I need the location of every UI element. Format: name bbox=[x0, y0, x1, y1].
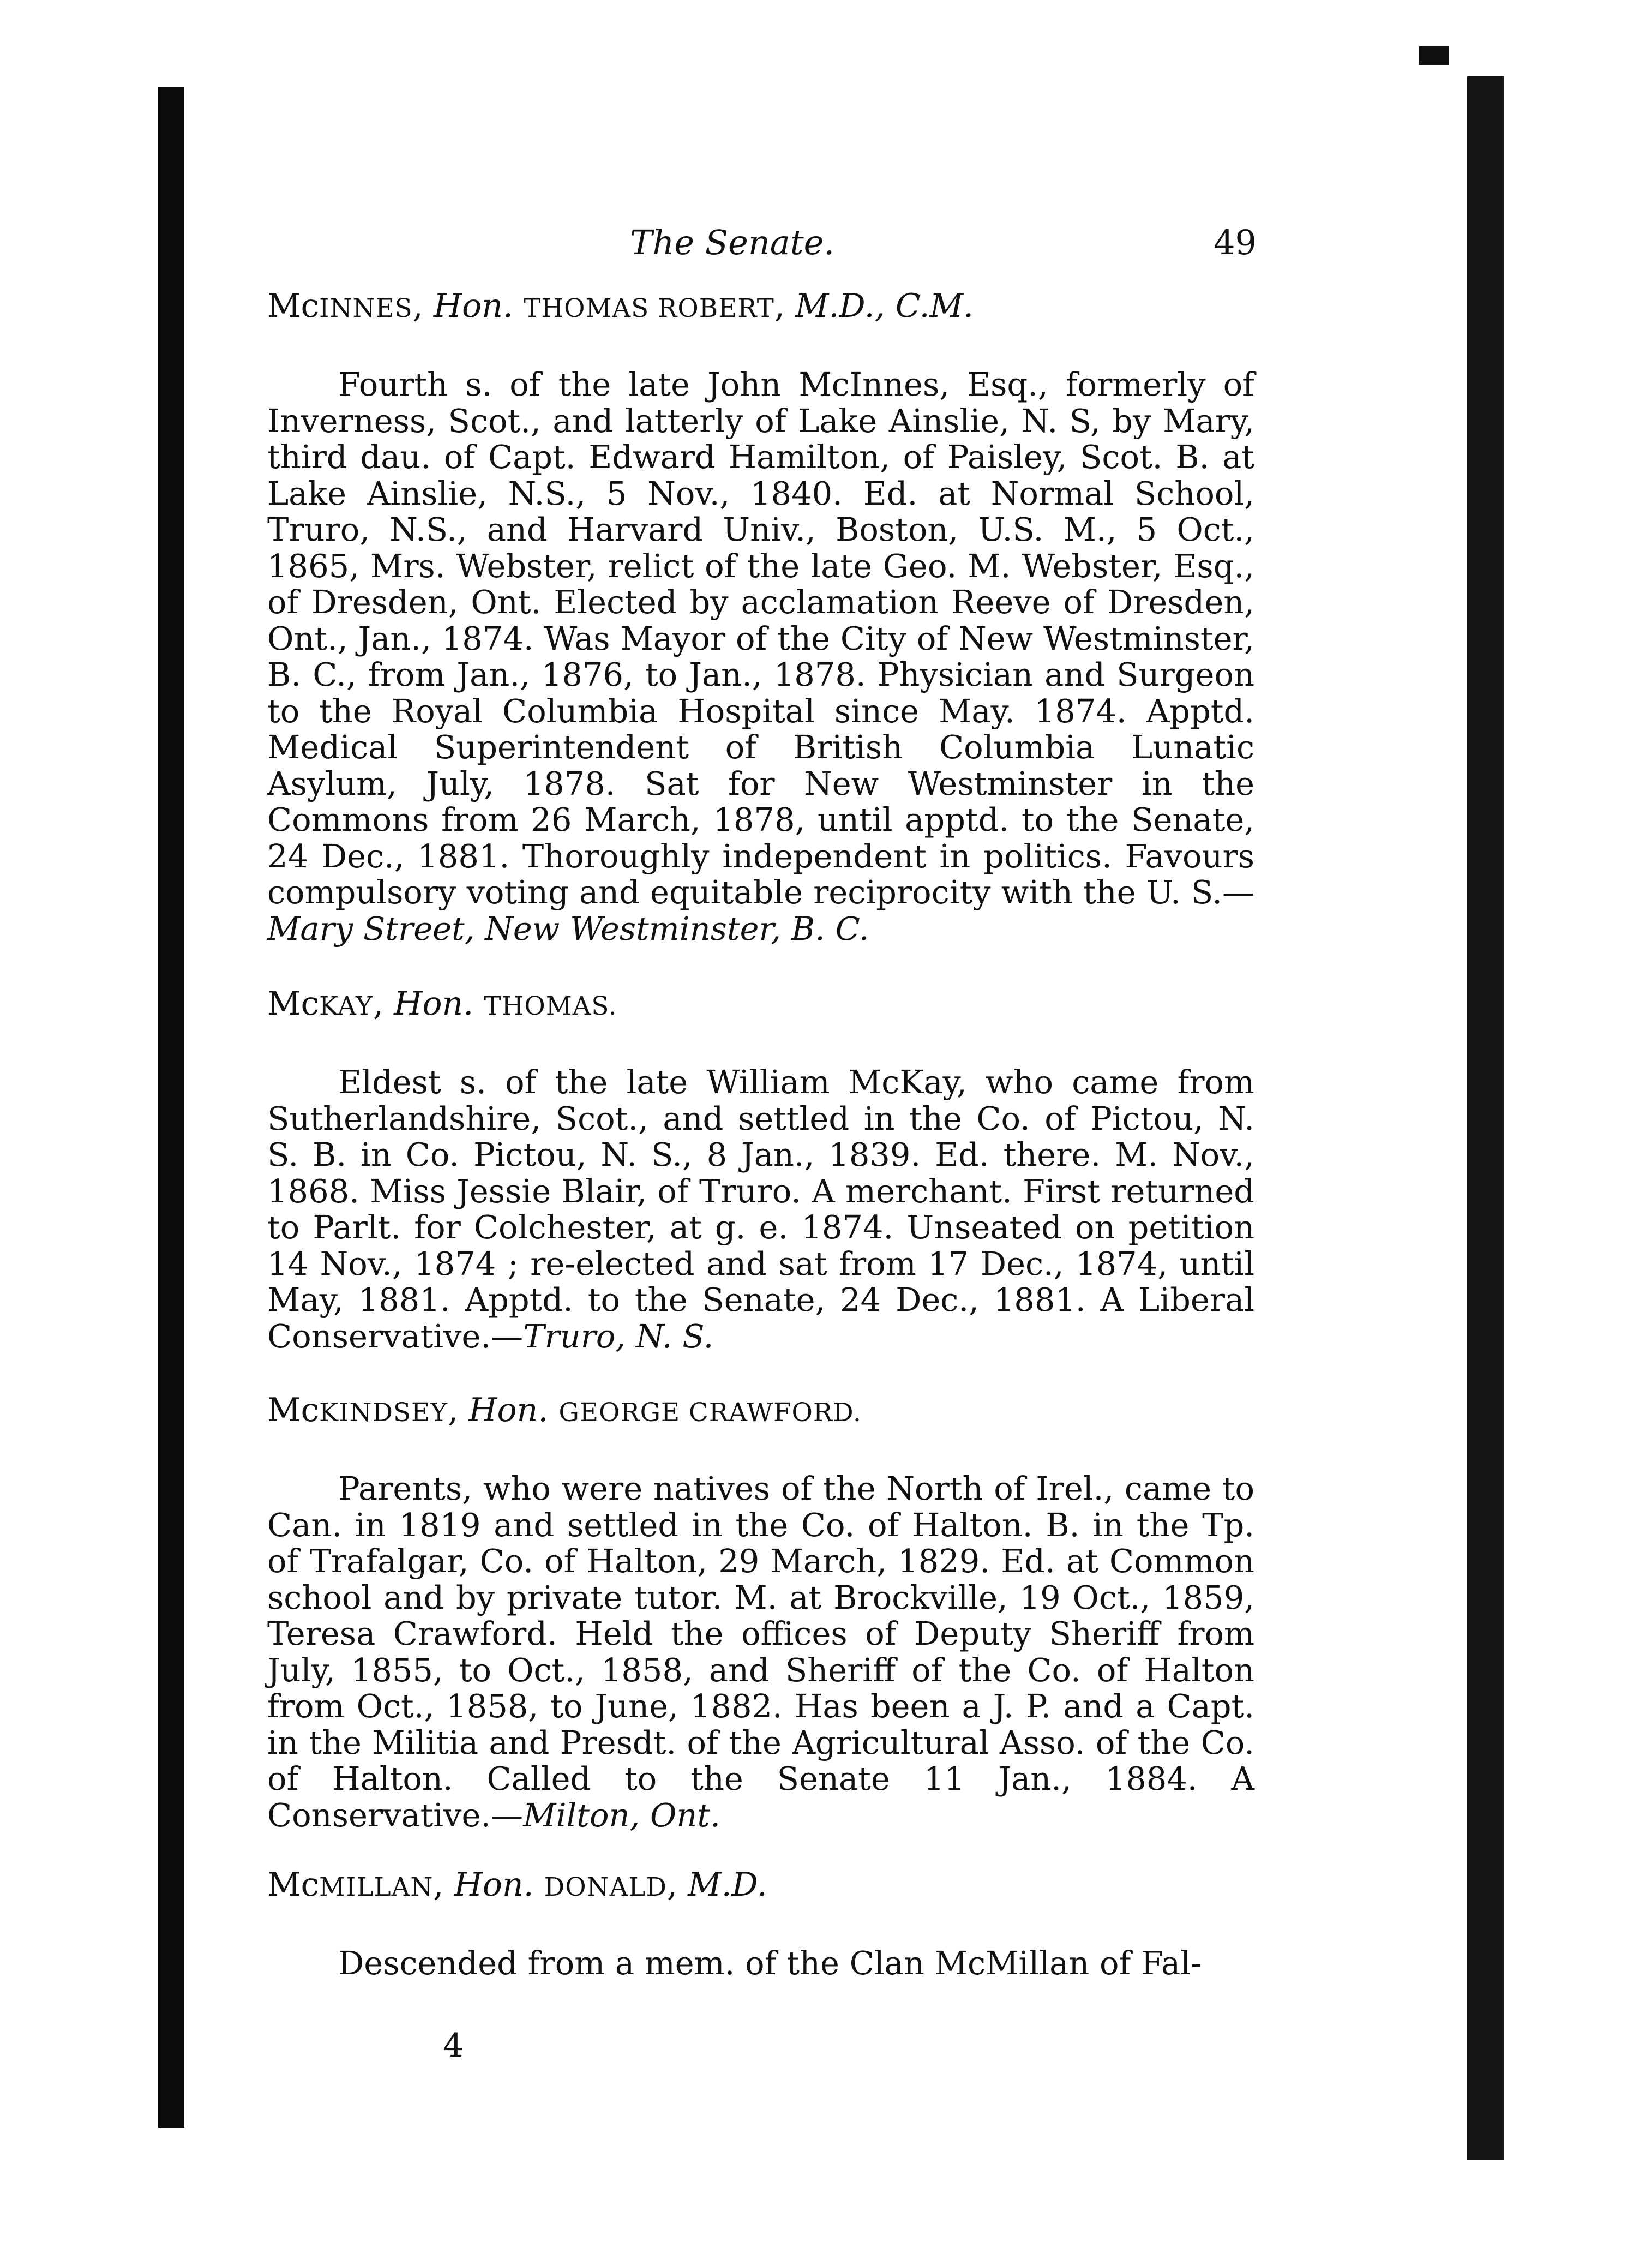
signature-mark: 4 bbox=[443, 2027, 464, 2065]
entry-heading: McINNES, Hon. THOMAS ROBERT, M.D., C.M. bbox=[267, 287, 974, 325]
honorific: Hon. bbox=[468, 1391, 549, 1429]
address: Truro, N. S. bbox=[523, 1317, 714, 1355]
entry-text bbox=[267, 367, 1254, 947]
surname-initial: M bbox=[267, 1866, 301, 1904]
honorific: Hon. bbox=[394, 985, 474, 1023]
surname: INNES bbox=[319, 294, 413, 323]
entry-text bbox=[267, 1064, 1254, 1355]
scan-right-border bbox=[1467, 76, 1504, 2160]
entry-mcinnes bbox=[267, 286, 1254, 947]
entry-text bbox=[267, 1945, 1254, 1982]
page-body bbox=[267, 286, 1254, 1982]
biography: Fourth s. of the late John McInnes, Esq., formerly of Inverness, Scot., and latterly of Lake Ainslie, N. S, by Mary, third dau. of Capt. Edward Hamilton, of Paisley, Scot. B. at Lake Ainslie, N.S., 5 Nov., 1840. Ed. at Normal School, Truro, N.S., and Harvard Univ., Boston, U.S. M., 5 Oct., 1865, Mrs. Webster, relict of the late Geo. M. Webster, Esq., of Dresden, Ont. Elected by acclamation Reeve of Dresden, Ont., Jan., 1874. Was Mayor of the City of New Westminster, B. C., from Jan., 1876, to Jan., 1878. Physician and Surgeon to the Royal Columbia Hospital since May. 1874. Apptd. Medical Superintendent of British Columbia Lunatic Asylum, July, 1878. Sat for New Westminster in the Commons from 26 March, 1878, until apptd. to the Senate, 24 Dec., 1881. Thoroughly independent in politics. Favours compulsory voting and equitable reciprocity with the U. S.— bbox=[267, 365, 1254, 911]
entry-heading: McMILLAN, Hon. DONALD, M.D. bbox=[267, 1866, 767, 1904]
biography: Parents, who were natives of the North of Irel., came to Can. in 1819 and settled in the Co. of Halton. B. in the Tp. of Trafalgar, Co. of Halton, 29 March, 1829. Ed. at Common school and by private tutor. M. at Brockville, 19 Oct., 1859, Teresa Crawford. Held the offices of Deputy Sheriff from July, 1855, to Oct., 1858, and Sheriff of the Co. of Halton from Oct., 1858, to June, 1882. Has been a J. P. and a Capt. in the Militia and Presdt. of the Agricultural Asso. of the Co. of Halton. Called to the Senate 11 Jan., 1884. A Conservative.— bbox=[267, 1470, 1254, 1834]
surname: MILLAN bbox=[319, 1873, 434, 1902]
surname-initial: M bbox=[267, 1391, 301, 1429]
entry-mckindsey bbox=[267, 1391, 1254, 1833]
degree-suffix: M.D., C.M. bbox=[795, 287, 974, 325]
entry-mcmillan bbox=[267, 1865, 1254, 1982]
surname-prefix: c bbox=[301, 985, 320, 1023]
address: Mary Street, New Westminster, B. C. bbox=[267, 909, 869, 948]
entry-mckay bbox=[267, 984, 1254, 1355]
scan-left-border bbox=[158, 87, 184, 2128]
surname-prefix: c bbox=[301, 1391, 320, 1429]
degree-suffix: M.D. bbox=[688, 1866, 767, 1904]
biography: Eldest s. of the late William McKay, who came from Sutherlandshire, Scot., and settled in the Co. of Pictou, N. S. B. in Co. Pictou, N. S., 8 Jan., 1839. Ed. there. M. Nov., 1868. Miss Jessie Blair, of Truro. A merchant. First returned to Parlt. for Colchester, at g. e. 1874. Unseated on petition 14 Nov., 1874 ; re-elected and sat from 17 Dec., 1874, until May, 1881. Apptd. to the Senate, 24 Dec., 1881. A Liberal Conservative.— bbox=[267, 1063, 1254, 1355]
honorific: Hon. bbox=[454, 1866, 534, 1904]
entry-text bbox=[267, 1471, 1254, 1833]
surname-initial: M bbox=[267, 287, 301, 325]
entry-heading: McKINDSEY, Hon. GEORGE CRAWFORD. bbox=[267, 1391, 862, 1429]
scan-corner-mark bbox=[1419, 46, 1449, 65]
honorific: Hon. bbox=[433, 287, 513, 325]
given-names: GEORGE CRAWFORD. bbox=[558, 1398, 862, 1428]
entry-heading: McKAY, Hon. THOMAS. bbox=[267, 985, 617, 1023]
biography: Descended from a mem. of the Clan McMillan of Fal- bbox=[338, 1944, 1202, 1982]
address: Milton, Ont. bbox=[523, 1796, 720, 1834]
surname: KAY bbox=[319, 992, 373, 1021]
surname-prefix: c bbox=[301, 1866, 320, 1904]
running-head bbox=[0, 223, 1652, 277]
given-names: THOMAS. bbox=[484, 992, 617, 1021]
page-number: 49 bbox=[1214, 223, 1257, 262]
surname: KINDSEY bbox=[319, 1398, 448, 1428]
surname-initial: M bbox=[267, 985, 301, 1023]
running-title: The Senate. bbox=[630, 223, 835, 262]
given-names: DONALD bbox=[544, 1873, 667, 1902]
given-names: THOMAS ROBERT bbox=[524, 294, 774, 323]
surname-prefix: c bbox=[301, 287, 320, 325]
